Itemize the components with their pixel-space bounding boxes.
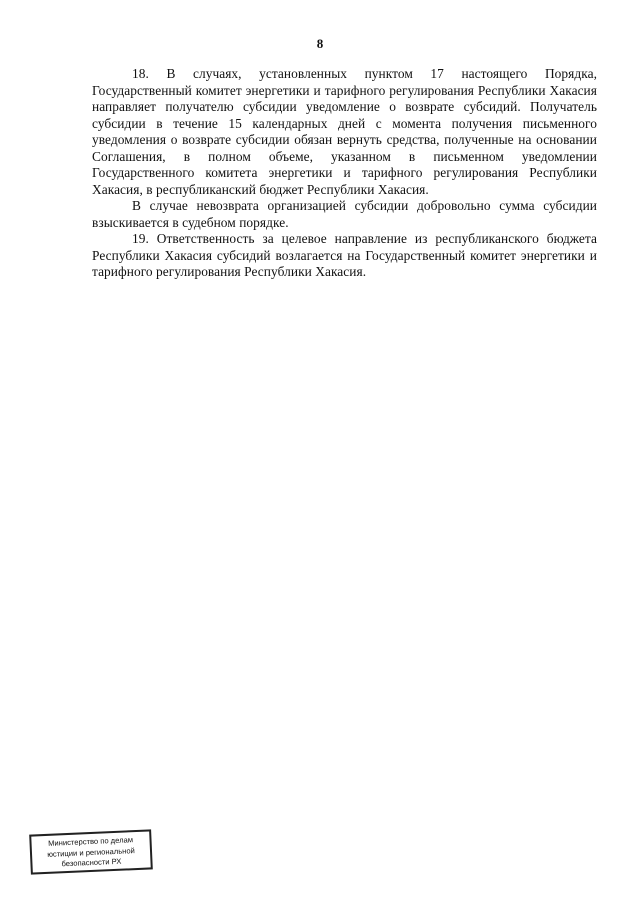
- registration-stamp: [29, 829, 153, 874]
- stamp-line-1: Министерство по делам: [47, 835, 134, 848]
- stamp-line-2: юстиции и региональной: [47, 845, 135, 859]
- paragraph-19: 19. Ответственность за целевое направление из республиканского бюджета Республики Хакасия субсидий возлагается на Государственный комитет энергетики и тарифного регулирования Республики Хакасия.: [92, 231, 597, 279]
- paragraph-18: 18. В случаях, установленных пунктом 17 настоящего Порядка, Государственный комитет энергетики и тарифного регулирования Республики Хакасия направляет получателю субсидии уведомление о возврате субсидий. Получатель субсидии в течение 15 календарных дней с момента получения письменного уведомления о возврате субсидии обязан вернуть средства, полученные на основании Соглашения, в полном объеме, указанном в письменном уведомлении Государственного комитета энергетики и тарифного регулирования Республики Хакасия, в республиканский бюджет Республики Хакасия.: [92, 66, 597, 197]
- paragraph-recovery: В случае невозврата организацией субсидии добровольно сумма субсидии взыскивается в судебном порядке.: [92, 198, 597, 230]
- document-body: [92, 66, 597, 281]
- stamp-line-3: безопасности РХ: [61, 856, 122, 869]
- page-number: 8: [316, 36, 324, 51]
